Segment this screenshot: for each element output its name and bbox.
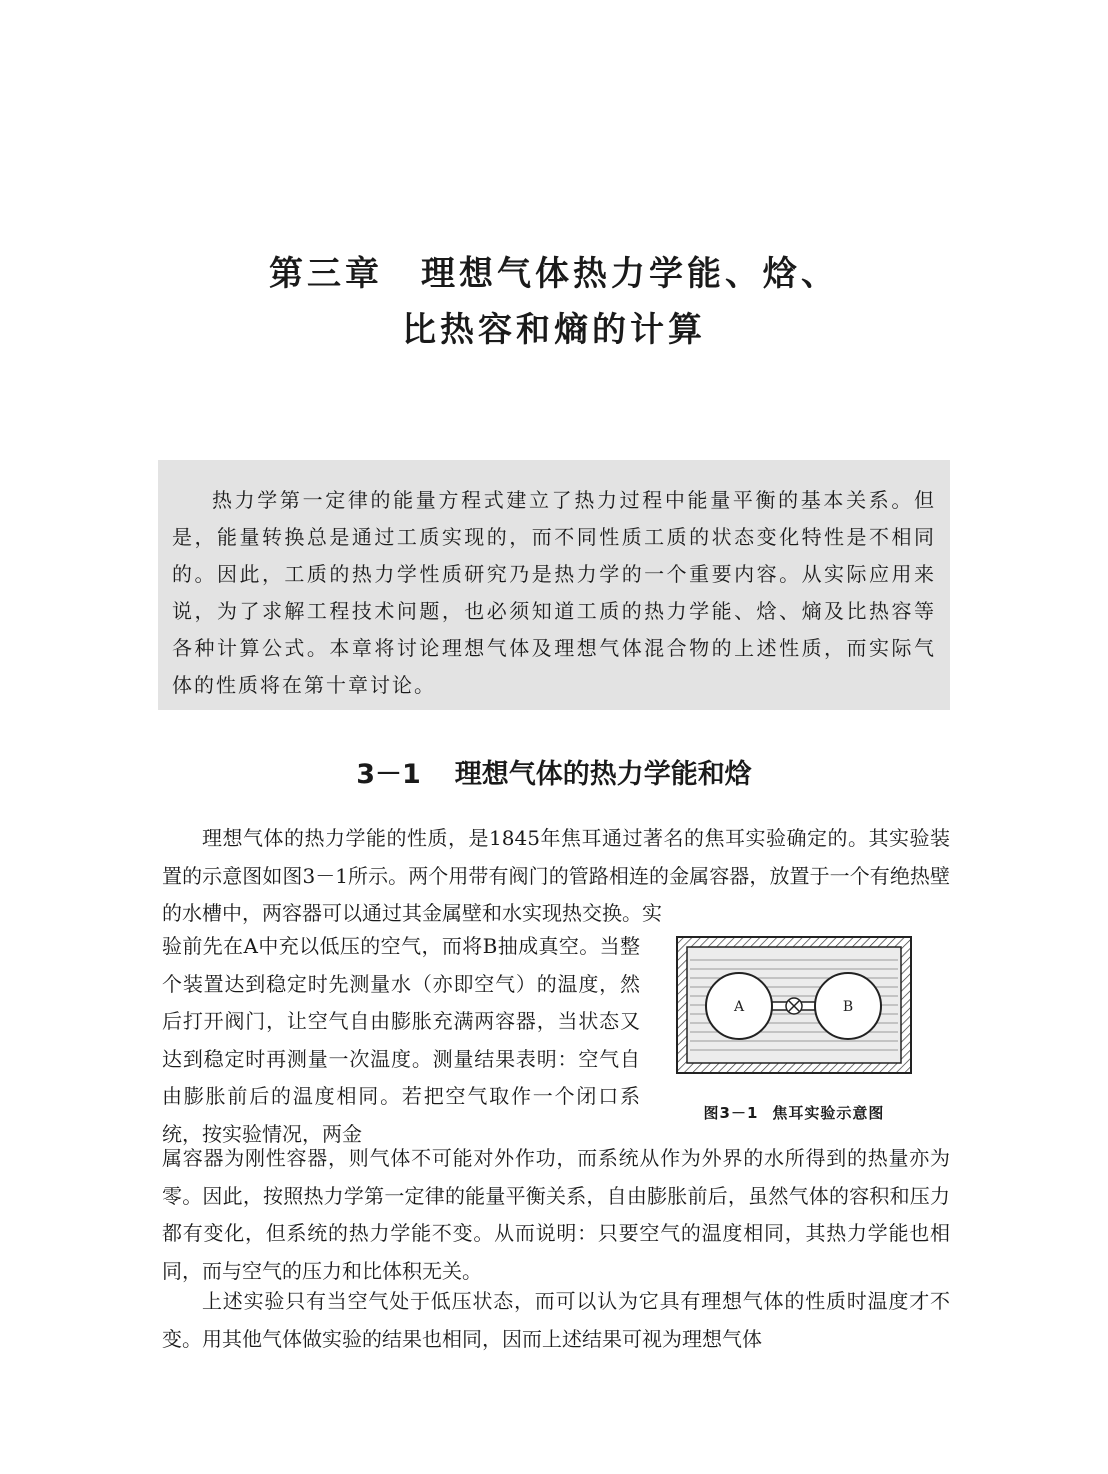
vessel-a-label: A <box>733 999 745 1015</box>
paragraph-1-wrapped: 验前先在A中充以低压的空气，而将B抽成真空。当整个装置达到稳定时先测量水（亦即空气）的温度，然后打开阀门，让空气自由膨胀充满两容器，当状态又达到稳定时再测量一次温度。测量结果表明：空气自由膨胀前后的温度相同。若把空气取作一个闭口系统，按实验情况，两金 <box>162 934 640 1146</box>
paragraph-1-continued: 属容器为刚性容器，则气体不可能对外作功，而系统从作为外界的水所得到的热量亦为零。因此，按照热力学第一定律的能量平衡关系，自由膨胀前后，虽然气体的容积和压力都有变化，但系统的热力学能不变。从而说明：只要空气的温度相同，其热力学能也相同，而与空气的压力和比体积无关。 <box>162 1146 950 1283</box>
chapter-title-line-2: 比热容和熵的计算 <box>402 310 706 350</box>
chapter-abstract-box <box>158 460 950 710</box>
valve-icon <box>786 998 802 1014</box>
paragraph-1-intro: 理想气体的热力学能的性质，是1845年焦耳通过著名的焦耳实验确定的。其实验装置的示意图如图3－1所示。两个用带有阀门的管路相连的金属容器，放置于一个有绝热壁的水槽中，两容器可以通过其金属壁和水实现热交换。实 <box>162 826 950 925</box>
figure-caption <box>660 1102 928 1123</box>
section-title: 理想气体的热力学能和焓 <box>454 759 752 790</box>
chapter-abstract-text: 热力学第一定律的能量方程式建立了热力过程中能量平衡的基本关系。但是，能量转换总是通过工质实现的，而不同性质工质的状态变化特性是不相同的。因此，工质的热力学性质研究乃是热力学的一个重要内容。从实际应用来说，为了求解工程技术问题，也必须知道工质的热力学能、焓、熵及比热容等各种计算公式。本章将讨论理想气体及理想气体混合物的上述性质，而实际气体的性质将在第十章讨论。 <box>172 488 936 697</box>
chapter-title-line-1: 第三章 理想气体热力学能、焓、 <box>269 254 839 294</box>
figure-caption-number: 图3－1 <box>703 1104 759 1122</box>
vessel-b-label: B <box>842 999 854 1015</box>
figure-caption-text: 焦耳实验示意图 <box>772 1104 885 1122</box>
section-heading <box>0 752 1108 791</box>
paragraph-2: 上述实验只有当空气处于低压状态，而可以认为它具有理想气体的性质时温度才不变。用其他气体做实验的结果也相同，因而上述结果可视为理想气体 <box>162 1289 950 1351</box>
section-number: 3－1 <box>356 759 421 790</box>
joule-experiment-figure <box>676 936 912 1074</box>
